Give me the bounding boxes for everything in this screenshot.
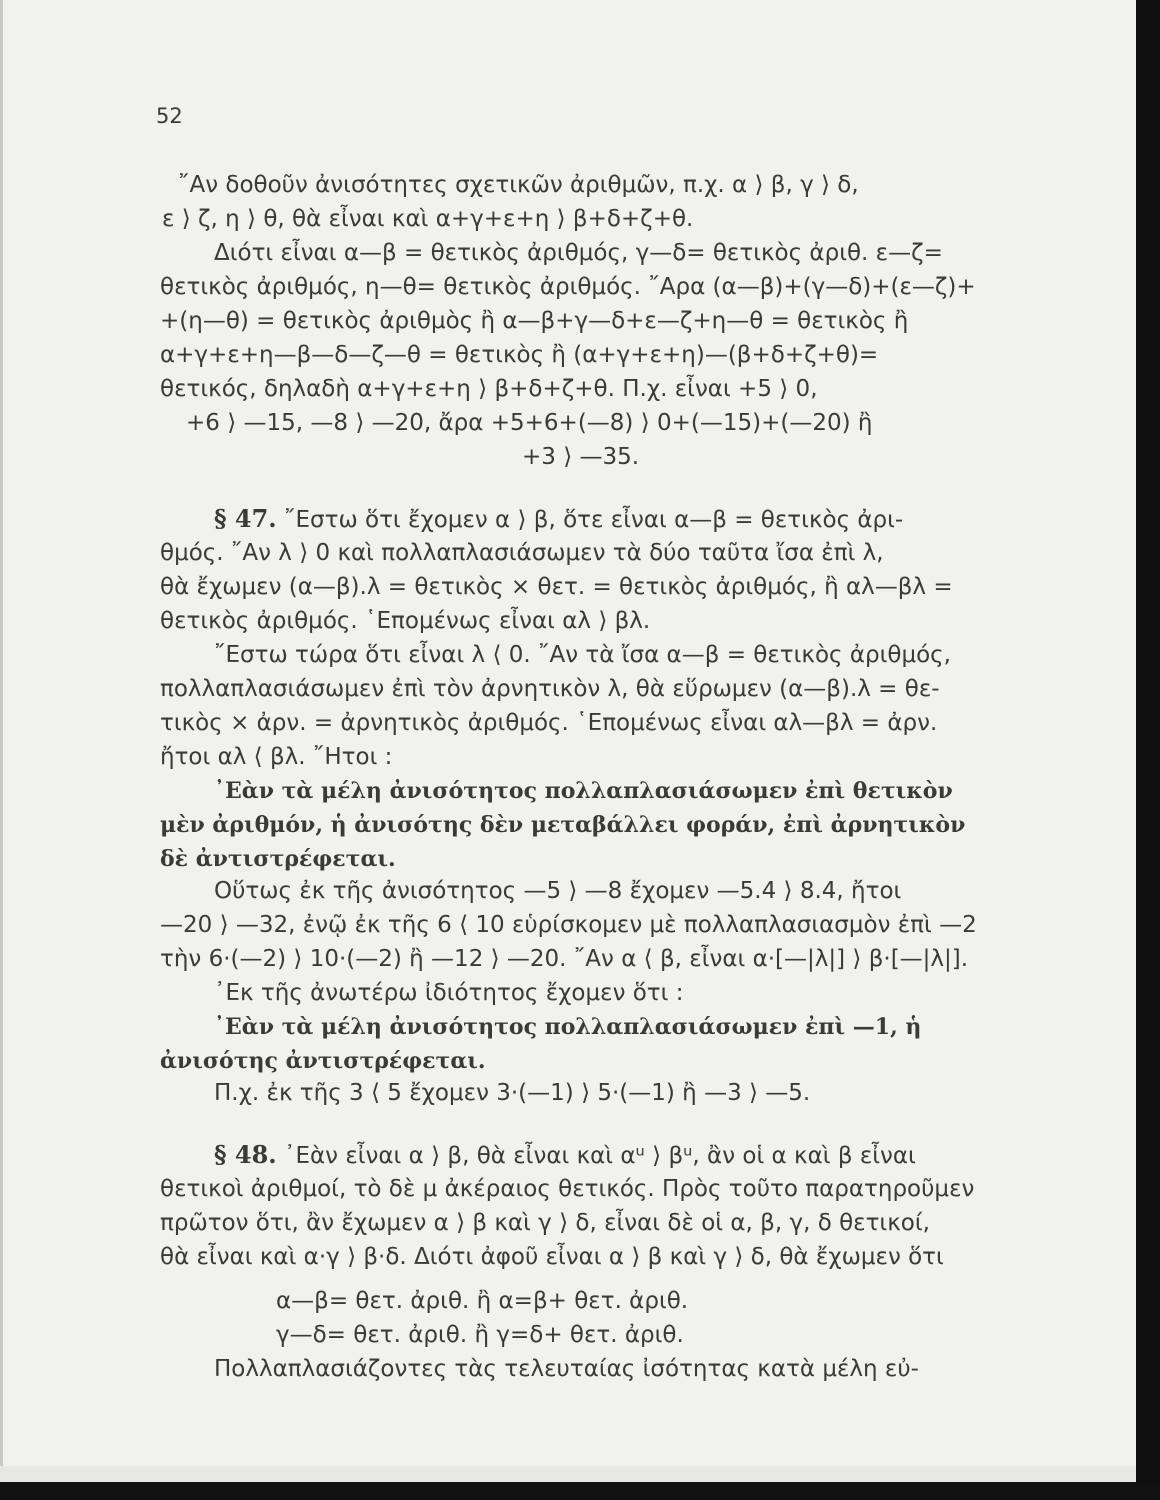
text-line [160,706,1030,740]
text-line [214,502,1030,536]
line-text: ἤτοι αλ ⟨ βλ. ῎Ητοι : [160,744,393,770]
line-text: δὲ ἀντιστρέφεται. [160,846,396,872]
text-line [214,1352,1030,1386]
line-text: +6 ⟩ —15, —8 ⟩ —20, ἄρα +5+6+(—8) ⟩ 0+(—15)+(—20) ἢ [186,410,873,436]
scan-left-edge [0,0,3,1500]
scan-bottom-edge [0,1482,1160,1500]
line-text: τικὸς × ἀρν. = ἀρνητικὸς ἀριθμός. ῾Επομένως εἶναι αλ—βλ = ἀρν. [160,710,938,736]
text-line [160,1172,1030,1206]
line-text: ῎Εστω τώρα ὅτι εἶναι λ ⟨ 0. ῎Αν τὰ ἴσα α—β = θετικὸς ἀριθμός, [214,642,951,668]
text-line [522,440,1030,474]
line-text: α+γ+ε+η—β—δ—ζ—θ = θετικὸς ἢ (α+γ+ε+η)—(β+δ+ζ+θ)= [160,342,879,368]
section-marker: § 47. [214,504,277,533]
line-text: +3 ⟩ —35. [522,444,640,470]
text-line [160,338,1030,372]
line-text: γ—δ= θετ. ἀριθ. ἢ γ=δ+ θετ. ἀριθ. [276,1322,684,1348]
text-line [214,1138,1030,1172]
line-text: θετικὸς ἀριθμός. ῾Επομένως εἶναι αλ ⟩ βλ. [160,608,651,634]
text-line [160,740,1030,774]
text-line [214,638,1030,672]
rule-statement-line [160,808,1030,842]
text-line [214,976,1030,1010]
line-text: —20 ⟩ —32, ἐνῷ ἐκ τῆς 6 ⟨ 10 εὑρίσκομεν μὲ πολλαπλασιασμὸν ἐπὶ —2 [160,912,977,938]
line-text: πολλαπλασιάσωμεν ἐπὶ τὸν ἀρνητικὸν λ, θὰ εὕρωμεν (α—β).λ = θε- [160,676,940,702]
line-text: Π.χ. ἐκ τῆς 3 ⟨ 5 ἔχομεν 3·(—1) ⟩ 5·(—1) ἢ —3 ⟩ —5. [214,1080,811,1106]
line-text: ῎Αν δοθοῦν ἀνισότητες σχετικῶν ἀριθμῶν, π.χ. α ⟩ β, γ ⟩ δ, [178,172,859,198]
line-text: θὰ εἶναι καὶ α·γ ⟩ β·δ. Διότι ἀφοῦ εἶναι α ⟩ β καὶ γ ⟩ δ, θὰ ἔχωμεν ὅτι [160,1244,944,1270]
rule-statement-line [214,1010,1030,1044]
rule-statement-line [160,1044,1030,1078]
line-text: θμός. ῎Αν λ ⟩ 0 καὶ πολλαπλασιάσωμεν τὰ δύο ταῦτα ἴσα ἐπὶ λ, [160,540,884,566]
text-line [214,236,1030,270]
line-text: ᾿Εὰν εἶναι α ⟩ β, θὰ εἶναι καὶ αᵘ ⟩ βᵘ, ἂν οἱ α καὶ β εἶναι [276,1143,916,1169]
line-text: θετικός, δηλαδὴ α+γ+ε+η ⟩ β+δ+ζ+θ. Π.χ. εἶναι +5 ⟩ 0, [160,376,818,402]
line-text: ῎Εστω ὅτι ἔχομεν α ⟩ β, ὅτε εἶναι α—β = θετικὸς ἀρι- [276,507,904,533]
text-line [186,406,1030,440]
text-line [160,270,1030,304]
text-line [276,1318,1030,1352]
scan-bottom-margin [0,1466,1136,1482]
line-text: ἀνισότης ἀντιστρέφεται. [160,1048,486,1074]
rule-statement-line [214,774,1030,808]
text-line [160,908,1030,942]
line-text: Οὕτως ἐκ τῆς ἀνισότητος —5 ⟩ —8 ἔχομεν —5.4 ⟩ 8.4, ἤτοι [214,878,902,904]
line-text: ε ⟩ ζ, η ⟩ θ, θὰ εἶναι καὶ α+γ+ε+η ⟩ β+δ+ζ+θ. [162,206,694,232]
text-line [160,672,1030,706]
text-line [160,536,1030,570]
text-line [160,942,1030,976]
text-line [214,874,1030,908]
line-text: ᾿Εὰν τὰ μέλη ἀνισότητος πολλαπλασιάσωμεν ἐπὶ θετικὸν [214,778,953,804]
scan-right-edge [1136,0,1160,1500]
text-line [162,202,1030,236]
text-line [276,1284,1030,1318]
text-line [214,1076,1030,1110]
line-text: +(η—θ) = θετικὸς ἀριθμὸς ἢ α—β+γ—δ+ε—ζ+η—θ = θετικὸς ἢ [160,308,909,334]
line-text: μὲν ἀριθμόν, ἡ ἀνισότης δὲν μεταβάλλει φοράν, ἐπὶ ἀρνητικὸν [160,812,966,838]
line-text: θετικὸς ἀριθμός, η—θ= θετικὸς ἀριθμός. ῎Αρα (α—β)+(γ—δ)+(ε—ζ)+ [160,274,976,300]
rule-statement-line [160,842,1030,876]
text-line [160,304,1030,338]
line-text: ᾿Εκ τῆς ἀνωτέρω ἰδιότητος ἔχομεν ὅτι : [214,980,684,1006]
line-text: α—β= θετ. ἀριθ. ἢ α=β+ θετ. ἀριθ. [276,1288,689,1314]
section-marker: § 48. [214,1140,277,1169]
text-line [160,1206,1030,1240]
page-number: 52 [156,104,183,128]
line-text: πρῶτον ὅτι, ἂν ἔχωμεν α ⟩ β καὶ γ ⟩ δ, εἶναι δὲ οἱ α, β, γ, δ θετικοί, [160,1210,930,1236]
line-text: Πολλαπλασιάζοντες τὰς τελευταίας ἰσότητας κατὰ μέλη εὐ- [214,1356,919,1382]
line-text: θὰ ἔχωμεν (α—β).λ = θετικὸς × θετ. = θετικὸς ἀριθμός, ἢ αλ—βλ = [160,574,953,600]
text-line [160,570,1030,604]
line-text: τὴν 6·(—2) ⟩ 10·(—2) ἢ —12 ⟩ —20. ῎Αν α ⟨ β, εἶναι α·[—|λ|] ⟩ β·[—|λ|]. [160,946,969,972]
line-text: θετικοὶ ἀριθμοί, τὸ δὲ μ ἀκέραιος θετικός. Πρὸς τοῦτο παρατηροῦμεν [160,1176,975,1202]
text-line [160,604,1030,638]
text-line [178,168,1030,202]
text-line [160,372,1030,406]
line-text: Διότι εἶναι α—β = θετικὸς ἀριθμός, γ—δ= θετικὸς ἀριθ. ε—ζ= [214,240,943,266]
text-line [160,1240,1030,1274]
line-text: ᾿Εὰν τὰ μέλη ἀνισότητος πολλαπλασιάσωμεν ἐπὶ —1, ἡ [214,1014,922,1040]
